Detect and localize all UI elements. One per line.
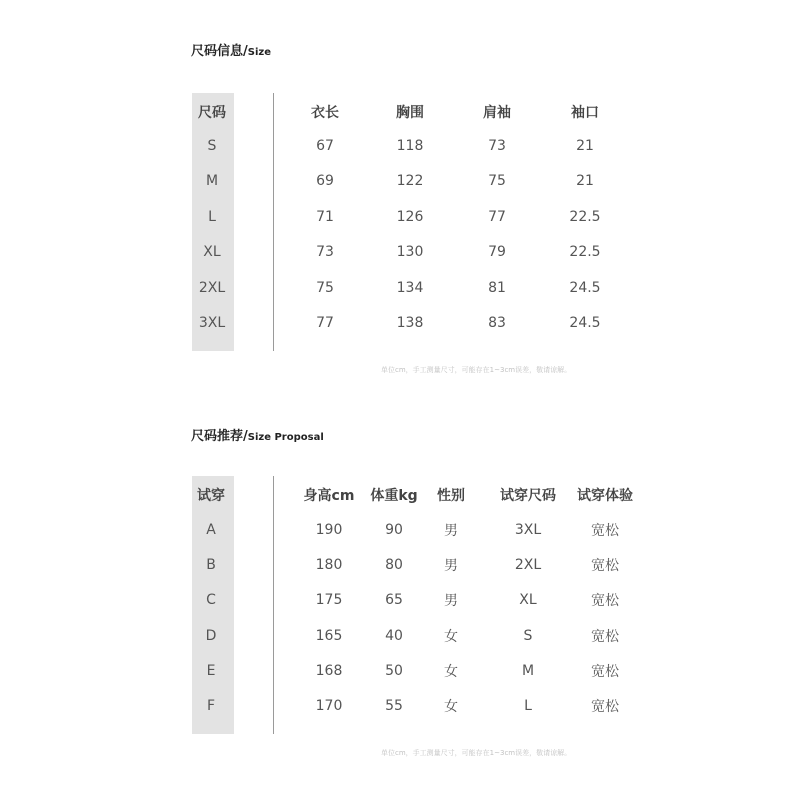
proposal_table-cell-r4-c3: 女 [444, 663, 458, 680]
size_table-cell-r3-c4: 22.5 [569, 244, 601, 261]
proposal_table-cell-r1-c0: B [206, 557, 216, 574]
proposal-title-en: Size Proposal [247, 432, 324, 443]
proposal_table-cell-r1-c3: 男 [444, 558, 458, 575]
size_table-cell-r5-c1: 77 [316, 315, 334, 331]
size_table-cell-r4-c1: 75 [316, 279, 334, 296]
proposal_table-cell-r2-c4: XL [519, 592, 537, 609]
proposal-table-divider [273, 476, 274, 734]
size_table-cell-r0-c2: 118 [396, 138, 424, 154]
proposal_table-cell-r4-c0: E [206, 662, 216, 679]
size_table-header-2: 胸围 [396, 105, 424, 121]
size_table-cell-r3-c3: 79 [488, 244, 506, 261]
proposal_table-cell-r3-c2: 40 [385, 627, 403, 644]
proposal_table-cell-r2-c3: 男 [444, 593, 458, 610]
proposal_table-cell-r0-c0: A [206, 522, 216, 538]
size_table-cell-r3-c2: 130 [396, 244, 424, 261]
proposal_table-cell-r4-c5: 宽松 [591, 663, 619, 680]
proposal_table-cell-r5-c2: 55 [385, 698, 403, 714]
size_table-cell-r5-c3: 83 [488, 315, 506, 331]
proposal_table-cell-r1-c1: 180 [315, 557, 343, 574]
proposal_table-cell-r2-c1: 175 [315, 592, 343, 609]
proposal_table-cell-r4-c4: M [521, 662, 535, 679]
proposal_table-cell-r5-c0: F [206, 698, 216, 714]
proposal-table-note: 单位cm，手工测量尺寸，可能存在1~3cm误差，敬请谅解。 [381, 749, 572, 757]
size_table-cell-r2-c4: 22.5 [569, 208, 601, 225]
size_table-cell-r1-c1: 69 [316, 173, 334, 190]
proposal_table-header-3: 性别 [437, 488, 465, 504]
size_table-header-4: 袖口 [571, 105, 599, 121]
proposal_table-cell-r3-c4: S [523, 627, 533, 644]
proposal_table-cell-r5-c4: L [524, 698, 532, 714]
proposal_table-cell-r3-c5: 宽松 [591, 628, 619, 645]
size-table-note: 单位cm，手工测量尺寸，可能存在1~3cm误差，敬请谅解。 [381, 366, 572, 374]
proposal_table-cell-r2-c2: 65 [385, 592, 403, 609]
proposal_table-cell-r0-c5: 宽松 [591, 523, 619, 539]
size_table-cell-r3-c0: XL [203, 244, 221, 261]
size_table-cell-r5-c4: 24.5 [569, 315, 601, 331]
size_table-cell-r1-c2: 122 [396, 173, 424, 190]
proposal_table-cell-r2-c5: 宽松 [591, 593, 619, 610]
size_table-cell-r2-c2: 126 [396, 208, 424, 225]
proposal_table-cell-r0-c2: 90 [385, 522, 403, 538]
size_table-cell-r0-c4: 21 [576, 138, 594, 154]
size-title-en: Size [247, 47, 271, 58]
proposal_table-cell-r4-c2: 50 [385, 662, 403, 679]
size-section-title [191, 40, 271, 59]
proposal_table-cell-r3-c0: D [205, 627, 217, 644]
proposal_table-cell-r1-c2: 80 [385, 557, 403, 574]
proposal_table-cell-r2-c0: C [206, 592, 216, 609]
size_table-cell-r2-c3: 77 [488, 208, 506, 225]
proposal_table-cell-r0-c4: 3XL [514, 522, 542, 538]
proposal_table-cell-r4-c1: 168 [315, 662, 343, 679]
size_table-cell-r4-c0: 2XL [198, 279, 226, 296]
proposal_table-cell-r3-c3: 女 [444, 628, 458, 645]
proposal-title-cn: 尺码推荐/ [191, 429, 248, 444]
size-table-divider [273, 93, 274, 351]
size_table-cell-r0-c3: 73 [488, 138, 506, 154]
proposal_table-cell-r0-c1: 190 [315, 522, 343, 538]
proposal_table-header-0: 试穿 [197, 488, 225, 504]
proposal_table-header-5: 试穿体验 [577, 488, 633, 504]
size_table-header-1: 衣长 [311, 105, 339, 121]
proposal_table-cell-r5-c1: 170 [315, 698, 343, 714]
size_table-cell-r1-c0: M [205, 173, 219, 190]
proposal_table-cell-r0-c3: 男 [444, 523, 458, 539]
proposal_table-cell-r5-c3: 女 [444, 699, 458, 715]
size_table-cell-r5-c0: 3XL [198, 315, 226, 331]
size_table-cell-r4-c4: 24.5 [569, 279, 601, 296]
size_table-cell-r1-c4: 21 [576, 173, 594, 190]
proposal_table-header-1: 身高cm [303, 488, 355, 504]
proposal-section-title [191, 425, 324, 444]
proposal_table-cell-r1-c4: 2XL [514, 557, 542, 574]
size_table-cell-r0-c1: 67 [316, 138, 334, 154]
proposal_table-cell-r3-c1: 165 [315, 627, 343, 644]
proposal_table-cell-r1-c5: 宽松 [591, 558, 619, 575]
proposal_table-header-2: 体重kg [370, 488, 418, 504]
size_table-cell-r3-c1: 73 [316, 244, 334, 261]
size_table-header-3: 肩袖 [483, 105, 511, 121]
size_table-cell-r2-c1: 71 [316, 208, 334, 225]
proposal_table-header-4: 试穿尺码 [500, 488, 556, 504]
size_table-cell-r1-c3: 75 [488, 173, 506, 190]
size_table-cell-r4-c2: 134 [396, 279, 424, 296]
proposal_table-cell-r5-c5: 宽松 [591, 699, 619, 715]
size_table-cell-r5-c2: 138 [396, 315, 424, 331]
size_table-cell-r2-c0: L [208, 208, 216, 225]
size_table-header-0: 尺码 [198, 105, 226, 121]
size_table-cell-r4-c3: 81 [488, 279, 506, 296]
size-title-cn: 尺码信息/ [191, 44, 248, 59]
size_table-cell-r0-c0: S [207, 138, 217, 154]
